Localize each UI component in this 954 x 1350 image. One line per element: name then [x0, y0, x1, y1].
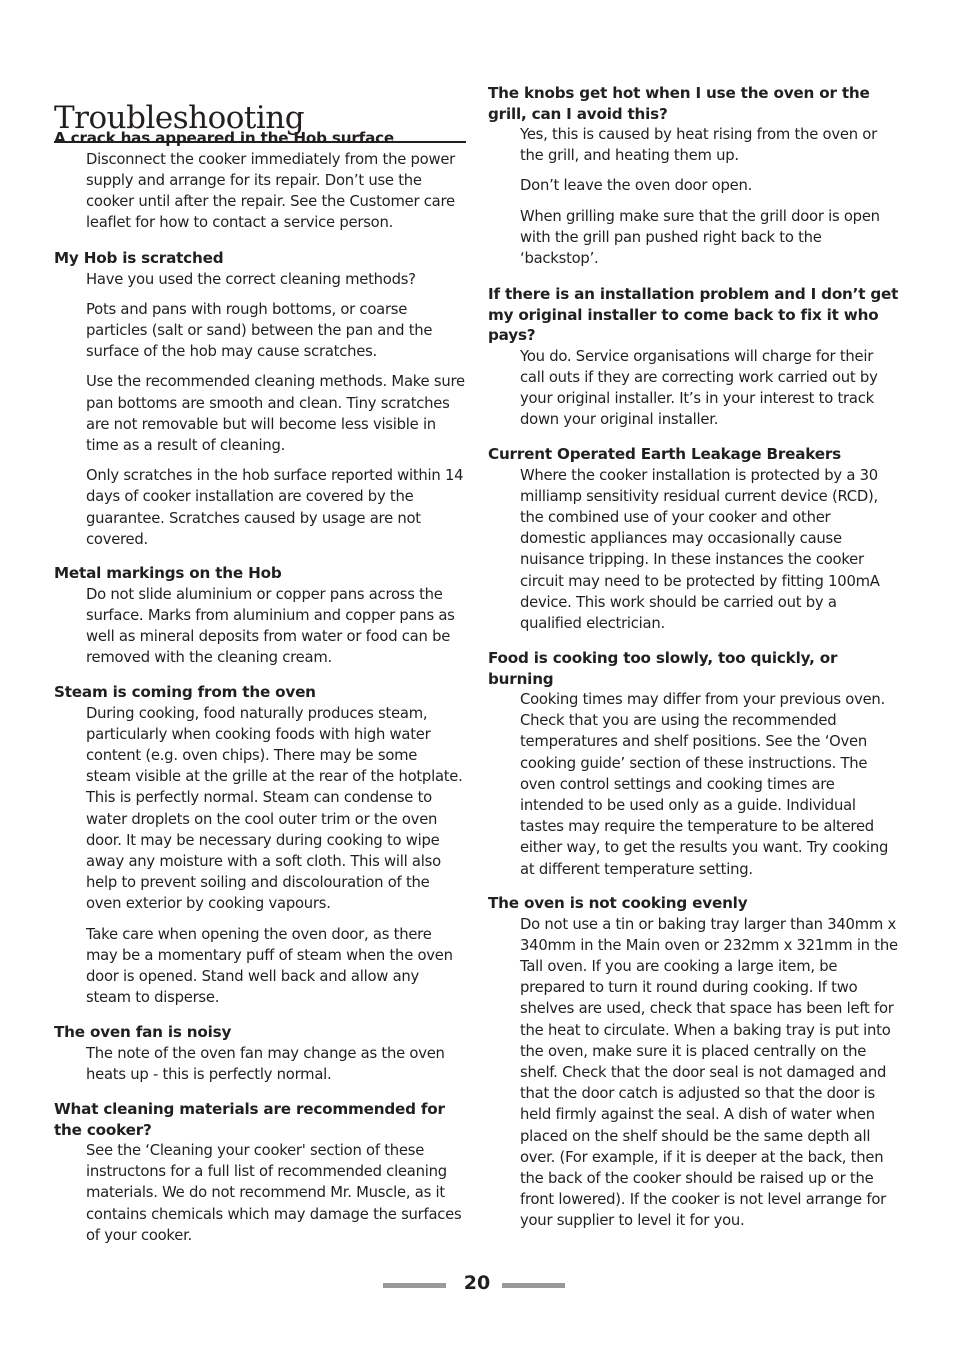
- faq-cooking-speed: [488, 648, 900, 880]
- faq-oven-fan-noisy: [54, 1022, 466, 1085]
- faq-answer: Cooking times may differ from your previous oven. Check that you are using the recommended temperatures and shelf positions. See the ‘Oven cooking guide’ section of these instructions. The oven control settings and cooking times are intended to be used only as a guide. Individual tastes may require the temperature to be altered either way, to get the results you want. Try cooking at different temperature setting.: [520, 691, 889, 878]
- faq-crack-in-hob: [54, 128, 466, 233]
- faq-answer: When grilling make sure that the grill door is open with the grill pan pushed right back to the ‘backstop’.: [520, 207, 880, 268]
- faq-steam: [54, 682, 466, 1008]
- faq-answer: Don’t leave the oven door open.: [520, 177, 753, 195]
- faq-question: What cleaning materials are recommended for the cooker?: [54, 1100, 445, 1139]
- faq-metal-markings: [54, 563, 466, 668]
- faq-answer: Disconnect the cooker immediately from the power supply and arrange for its repair. Don’t use the cooker until after the repair. See the Customer care leaflet for how to contact a service person.: [86, 150, 456, 232]
- faq-question: Steam is coming from the oven: [54, 683, 316, 701]
- faq-question: The knobs get hot when I use the oven or the grill, can I avoid this?: [488, 84, 870, 123]
- faq-answer: Take care when opening the oven door, as there may be a momentary puff of steam when the oven door is opened. Stand well back and allow any steam to disperse.: [86, 925, 453, 1007]
- faq-answer: You do. Service organisations will charge for their call outs if they are correcting work carried out by your original installer. It’s in your interest to track down your original installer.: [520, 347, 878, 429]
- faq-uneven-cooking: [488, 893, 900, 1232]
- page-title: Troubleshooting: [54, 97, 466, 143]
- faq-answer: Do not use a tin or baking tray larger than 340mm x 340mm in the Main oven or 232mm x 321mm in the Tall oven. If you are cooking a large item, be prepared to turn it round during cooking. If two shelves are used, check that space has been left for the heat to circulate. When a baking tray is put into the oven, make sure it is placed centrally on the shelf. Check that the door seal is not damaged and that the door catch is adjusted so that the door is held firmly against the seal. A dish of water when placed on the shelf should be the same depth all over. (For example, if it is deeper at the back, then the back of the cooker should be raised up or the front lowered). If the cooker is not level arrange for your supplier to level it for you.: [520, 915, 898, 1230]
- faq-question: The oven fan is noisy: [54, 1023, 232, 1041]
- faq-answer: Where the cooker installation is protected by a 30 milliamp sensitivity residual current device (RCD), the combined use of your cooker and other domestic appliances may occasionally cause nuisance tripping. In these instances the cooker circuit may need to be protected by fitting 100mA device. This work should be carried out by a qualified electrician.: [520, 466, 880, 632]
- faq-answer: Do not slide aluminium or copper pans across the surface. Marks from aluminium and copper pans as well as mineral deposits from water or food can be removed with the cleaning cream.: [86, 585, 455, 667]
- faq-question: Metal markings on the Hob: [54, 564, 282, 582]
- footer-bar-left: [383, 1283, 446, 1288]
- page-number: 20: [463, 1272, 491, 1294]
- footer-bar-right: [502, 1283, 565, 1288]
- faq-question: If there is an installation problem and I don’t get my original installer to come back to fix it who pays?: [488, 285, 899, 344]
- faq-cleaning-materials: [54, 1099, 466, 1246]
- faq-answer: See the ‘Cleaning your cooker' section of these instructons for a full list of recommended cleaning materials. We do not recommend Mr. Muscle, as it contains chemicals which may damage the surfaces of your cooker.: [86, 1142, 462, 1244]
- faq-answer: Pots and pans with rough bottoms, or coarse particles (salt or sand) between the pan and the surface of the hob may cause scratches.: [86, 300, 433, 361]
- faq-answer: The note of the oven fan may change as the oven heats up - this is perfectly normal.: [86, 1044, 445, 1083]
- faq-question: Food is cooking too slowly, too quickly, or burning: [488, 649, 838, 688]
- faq-earth-leakage: [488, 444, 900, 634]
- faq-question: The oven is not cooking evenly: [488, 894, 748, 912]
- faq-answer: During cooking, food naturally produces steam, particularly when cooking foods with high water content (e.g. oven chips). There may be some steam visible at the grille at the rear of the hotplate. This is perfectly normal. Steam can condense to water droplets on the cool outer trim or the oven door. It may be necessary during cooking to wipe away any moisture with a soft cloth. This will also help to prevent soiling and discolouration of the oven exterior by cooking vapours.: [86, 704, 463, 913]
- faq-question: My Hob is scratched: [54, 249, 224, 267]
- faq-knobs-hot: [488, 83, 900, 269]
- faq-question: A crack has appeared in the Hob surface: [54, 129, 395, 147]
- faq-answer: Use the recommended cleaning methods. Make sure pan bottoms are smooth and clean. Tiny scratches are not removable but will become less visible in time as a result of cleaning.: [86, 373, 465, 454]
- faq-answer: Only scratches in the hob surface reported within 14 days of cooker installation are covered by the guarantee. Scratches caused by usage are not covered.: [86, 467, 464, 548]
- faq-answer: Have you used the correct cleaning methods?: [86, 270, 416, 288]
- faq-installation-problem: [488, 284, 900, 430]
- faq-hob-scratched: [54, 248, 466, 550]
- faq-answer: Yes, this is caused by heat rising from the oven or the grill, and heating them up.: [520, 126, 877, 165]
- faq-question: Current Operated Earth Leakage Breakers: [488, 445, 841, 463]
